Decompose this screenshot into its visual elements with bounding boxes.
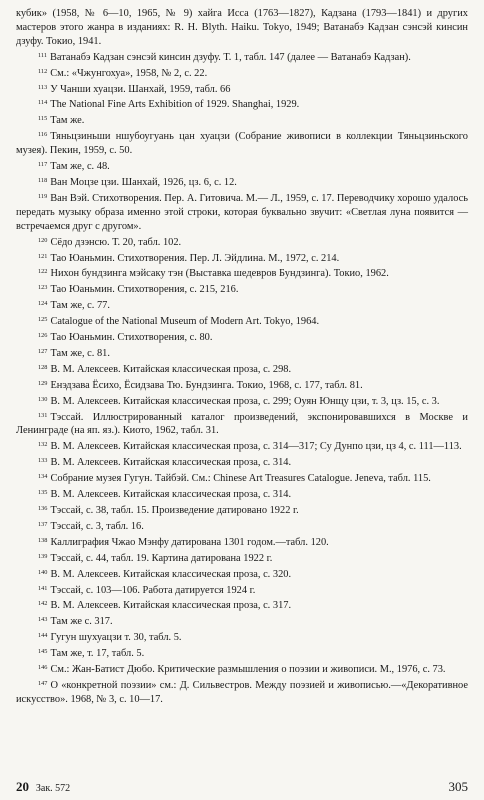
footnote-text: Тэссай. Иллюстрированный каталог произведений, экспонировавшихся в Москве и Ленинграде (на яп. яз.). Киото, 1962, табл. 31. bbox=[16, 411, 468, 437]
footnote-number: 139 bbox=[38, 552, 48, 560]
page-footer bbox=[16, 780, 468, 796]
footnote bbox=[16, 250, 468, 266]
footnote bbox=[16, 486, 468, 502]
footnote-number: 124 bbox=[38, 300, 48, 308]
footnote bbox=[16, 361, 468, 377]
footnote bbox=[16, 438, 468, 454]
footnote-number: 130 bbox=[38, 395, 48, 403]
footnote-text: Тао Юаньмин. Стихотворения, с. 80. bbox=[50, 332, 213, 344]
footnote-number: 120 bbox=[38, 236, 48, 244]
footnote-text: В. М. Алексеев. Китайская классическая проза, с. 314—317; Су Дунпо цзи, цз 4, с. 111—113. bbox=[50, 441, 462, 453]
footnote-text: Каллиграфия Чжао Мэнфу датирована 1301 годом.—табл. 120. bbox=[50, 536, 329, 548]
footnote-number: 126 bbox=[38, 332, 48, 340]
footnote bbox=[16, 281, 468, 297]
footnote bbox=[16, 81, 468, 97]
footnote-number: 147 bbox=[38, 679, 48, 687]
footnote-text: Тао Юаньмин. Стихотворения, с. 215, 216. bbox=[50, 284, 239, 296]
footnote bbox=[16, 597, 468, 613]
footnote bbox=[16, 629, 468, 645]
footnote-number: 116 bbox=[38, 131, 48, 139]
footnote-number: 134 bbox=[38, 473, 48, 481]
footnote bbox=[16, 265, 468, 281]
footnote-number: 138 bbox=[38, 536, 48, 544]
footnote-text: Ван Вэй. Стихотворения. Пер. А. Гитовича. М.— Л., 1959, с. 17. Переводчику хорошо удалось передать музыку образа именно этой строки, которая буквально звучит: «Светлая луна появится — встречаемся друг с другом». bbox=[16, 192, 468, 232]
footnote-number: 111 bbox=[38, 51, 47, 59]
footnote bbox=[16, 470, 468, 486]
notes-list bbox=[16, 49, 468, 707]
footnote bbox=[16, 234, 468, 250]
footnote-text: Там же, с. 81. bbox=[50, 347, 110, 359]
footnote-number: 112 bbox=[38, 67, 48, 75]
footnote bbox=[16, 393, 468, 409]
footnote-number: 119 bbox=[38, 192, 48, 200]
footnote-text: Ван Моцзе цзи. Шанхай, 1926, цз. 6, с. 12. bbox=[50, 176, 237, 188]
footnote-number: 128 bbox=[38, 363, 48, 371]
footnote-text: См.: «Чжунгохуа», 1958, № 2, с. 22. bbox=[50, 67, 208, 79]
footnote-text: Тэссай, с. 103—106. Работа датируется 1924 г. bbox=[50, 584, 256, 596]
footnote-number: 137 bbox=[38, 520, 48, 528]
footnote bbox=[16, 329, 468, 345]
footnote bbox=[16, 377, 468, 393]
footnote-number: 142 bbox=[38, 600, 48, 608]
footnote-text: Там же, с. 77. bbox=[50, 300, 110, 312]
footnote bbox=[16, 409, 468, 439]
footnote-number: 127 bbox=[38, 347, 48, 355]
footnote-number: 132 bbox=[38, 441, 48, 449]
footnote-number: 143 bbox=[38, 616, 48, 624]
footnote-text: Сёдо дзэнсю. Т. 20, табл. 102. bbox=[50, 236, 182, 248]
footnote-text: В. М. Алексеев. Китайская классическая проза, с. 299; Оуян Юнщу цзи, т. 3, цз. 15, с. 3. bbox=[50, 395, 440, 407]
footnote-text: См.: Жан-Батист Дюбо. Критические размышления о поэзии и живописи. М., 1976, с. 73. bbox=[50, 664, 446, 676]
footnote bbox=[16, 158, 468, 174]
footnote bbox=[16, 502, 468, 518]
footnote-text: Там же с. 317. bbox=[50, 616, 113, 628]
footnote bbox=[16, 174, 468, 190]
footnote-number: 131 bbox=[38, 411, 48, 419]
signature-text: Зак. 572 bbox=[35, 783, 71, 794]
footnote bbox=[16, 112, 468, 128]
footnote bbox=[16, 534, 468, 550]
footnote-number: 133 bbox=[38, 457, 48, 465]
footnote-number: 136 bbox=[38, 505, 48, 512]
footnote bbox=[16, 65, 468, 81]
footnote-number: 141 bbox=[38, 584, 48, 592]
endnotes bbox=[16, 7, 468, 707]
footnote bbox=[16, 518, 468, 534]
footnote-number: 114 bbox=[38, 99, 48, 107]
footnote-text: Гугун шухуацзи т. 30, табл. 5. bbox=[50, 632, 182, 644]
footnote-number: 145 bbox=[38, 648, 48, 656]
footnote bbox=[16, 645, 468, 661]
footnote bbox=[16, 613, 468, 629]
footnote-number: 121 bbox=[38, 252, 48, 260]
footnote bbox=[16, 566, 468, 582]
footnote-number: 144 bbox=[38, 632, 48, 640]
footnote bbox=[16, 550, 468, 566]
footnote-text: В. М. Алексеев. Китайская классическая проза, с. 298. bbox=[50, 363, 292, 375]
footnote-text: The National Fine Arts Exhibition of 1929. Shanghai, 1929. bbox=[50, 99, 300, 111]
footnote bbox=[16, 677, 468, 707]
footnote bbox=[16, 96, 468, 112]
footnote-text: Там же, с. 48. bbox=[50, 161, 110, 173]
footnote bbox=[16, 49, 468, 65]
footnote bbox=[16, 128, 468, 158]
footnote-number: 122 bbox=[38, 268, 48, 276]
footnote-text: Тяньцзиньши ншубоугуань цан хуацзи (Собрание живописи в коллекции Тяньцзиньского музея). Пекин, 1959, с. 50. bbox=[16, 131, 468, 157]
footnote-number: 125 bbox=[38, 316, 48, 324]
footnote-number: 123 bbox=[38, 284, 48, 292]
footnote-text: Там же. bbox=[50, 115, 85, 127]
footnote-number: 117 bbox=[38, 161, 48, 169]
footnote-text: Ватанабэ Кадзан сэнсэй кинсин дзуфу. Т. 1, табл. 147 (далее — Ватанабэ Кадзан). bbox=[49, 51, 411, 63]
footnote bbox=[16, 313, 468, 329]
intro-paragraph: кубик» (1958, № 6—10, 1965, № 9) хайга Исса (1763—1827), Кадзана (1793—1841) и других мастеров этого жанра в изданиях: R. H. Blyth. Haiku. Tokyo, 1949; Ватанабэ Кадзан сэнсэй кинсин дзуфу. Токио, 1941. bbox=[16, 8, 468, 47]
footnote-text: Тэссай, с. 44, табл. 19. Картина датирована 1922 г. bbox=[50, 552, 273, 564]
footnote bbox=[16, 190, 468, 234]
footnote-text: В. М. Алексеев. Китайская классическая проза, с. 314. bbox=[50, 457, 292, 469]
footnote-text: У Чанши хуацзи. Шанхай, 1959, табл. 66 bbox=[50, 83, 231, 95]
footnote-text: Тэссай, с. 38, табл. 15. Произведение датировано 1922 г. bbox=[50, 505, 299, 516]
footnote-text: Catalogue of the National Museum of Modern Art. Tokyo, 1964. bbox=[50, 316, 320, 328]
footnote-text: О «конкретной поэзии» см.: Д. Сильвестров. Между поэзией и живописью.—«Декоративное искусство». 1968, № 3, с. 10—17. bbox=[16, 679, 468, 705]
footnote-number: 135 bbox=[38, 489, 48, 497]
footnote-number: 140 bbox=[38, 568, 48, 576]
footnote bbox=[16, 661, 468, 677]
footnote-number: 113 bbox=[38, 83, 48, 91]
footnote bbox=[16, 345, 468, 361]
footnote-number: 118 bbox=[38, 176, 48, 184]
footnote-text: Тао Юаньмин. Стихотворения. Пер. Л. Эйдлина. М., 1972, с. 214. bbox=[50, 252, 340, 264]
footnote-text: В. М. Алексеев. Китайская классическая проза, с. 320. bbox=[50, 568, 292, 580]
footnote-text: Собрание музея Гугун. Тайбэй. См.: Chinese Art Treasures Catalogue. Jeneva, табл. 115. bbox=[50, 473, 431, 485]
footnote bbox=[16, 454, 468, 470]
signature-number: 20 bbox=[16, 779, 29, 794]
footnote bbox=[16, 582, 468, 598]
footnote-text: Тэссай, с. 3, табл. 16. bbox=[50, 520, 144, 532]
footnote-number: 115 bbox=[38, 115, 48, 123]
footnote-number: 129 bbox=[38, 379, 48, 387]
footnote-text: Там же, т. 17, табл. 5. bbox=[50, 648, 145, 660]
footnote-text: В. М. Алексеев. Китайская классическая проза, с. 314. bbox=[50, 489, 292, 501]
footnote-text: Енэдзава Ёсихо, Ёсидзава Тю. Бундзинга. Токио, 1968, с. 177, табл. 81. bbox=[50, 379, 363, 391]
footnote-text: Нихон бундзинга мэйсаку тэн (Выставка шедевров Бундзинга). Токио, 1962. bbox=[50, 268, 389, 280]
footnote-number: 146 bbox=[38, 664, 48, 672]
footnote-text: В. М. Алексеев. Китайская классическая проза, с. 317. bbox=[50, 600, 292, 612]
footnote bbox=[16, 297, 468, 313]
page-number: 305 bbox=[448, 779, 468, 794]
